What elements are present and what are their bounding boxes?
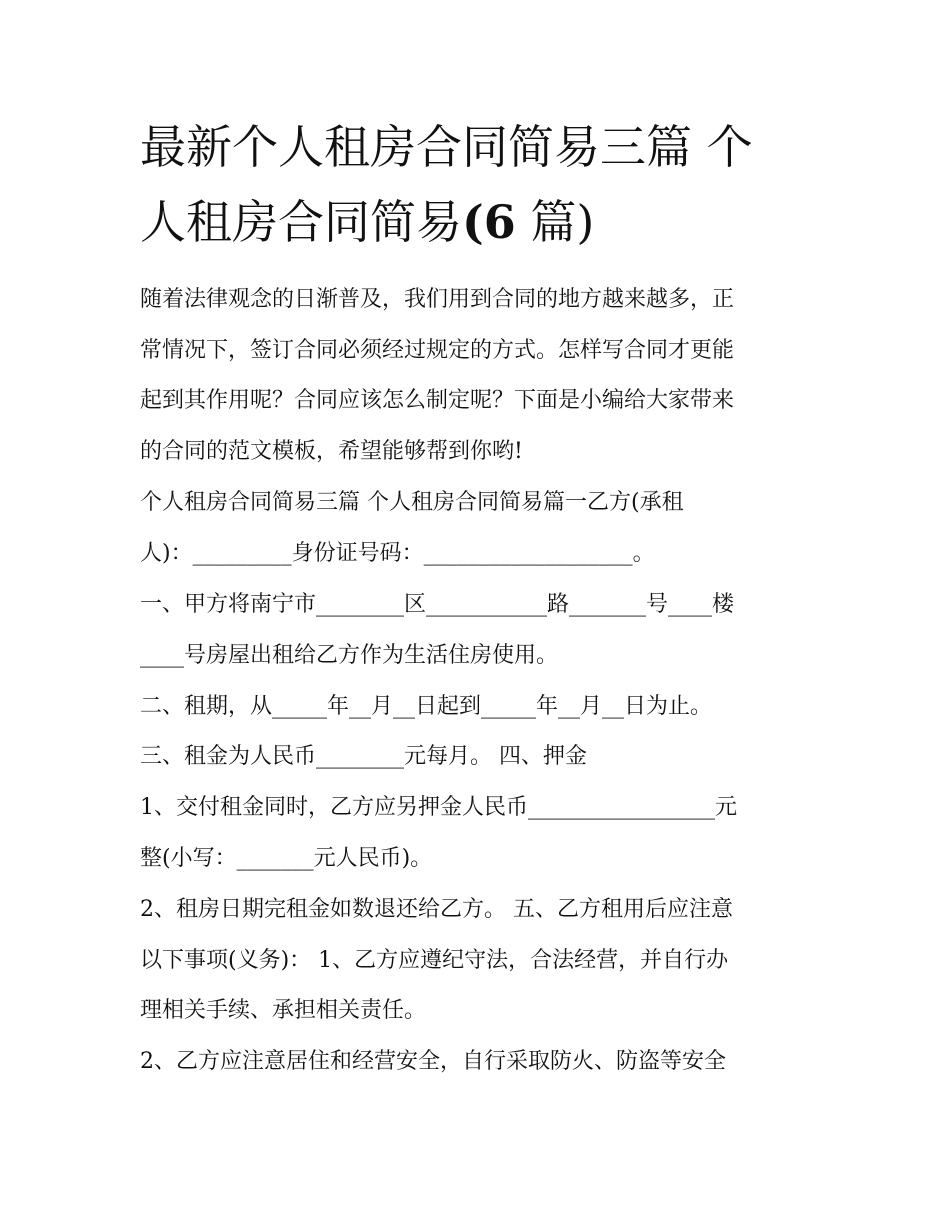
title-text: 人租房合同简易 <box>140 195 462 249</box>
body-line: 一、甲方将南宁市________区___________路_______号____楼 <box>140 592 735 617</box>
body-line: 2、租房日期完租金如数退还给乙方。 五、乙方租用后应注意 <box>140 897 733 922</box>
body-line: 随着法律观念的日渐普及，我们用到合同的地方越来越多，正 <box>140 287 735 312</box>
body-line: 常情况下，签订合同必须经过规定的方式。怎样写合同才更能 <box>140 338 735 363</box>
body-line: 起到其作用呢？合同应该怎么制定呢？下面是小编给大家带来 <box>140 388 735 413</box>
body-line: 以下事项(义务)： 1、乙方应遵纪守法，合法经营，并自行办 <box>140 948 729 973</box>
title-suffix: 篇) <box>515 195 595 249</box>
body-line: 2、乙方应注意居住和经营安全，自行采取防火、防盗等安全 <box>140 1049 726 1074</box>
body-line: 人)：_________身份证号码：___________________。 <box>140 541 655 566</box>
document-title-line-2 <box>140 195 820 249</box>
document-title-line-1: 最新个人租房合同简易三篇 个 <box>140 120 753 174</box>
body-line: 1、交付租金同时，乙方应另押金人民币_________________元 <box>140 795 737 820</box>
body-line: 个人租房合同简易三篇 个人租房合同简易篇一乙方(承租 <box>140 490 684 515</box>
title-count: (6 <box>462 195 516 249</box>
body-line: 的合同的范文模板，希望能够帮到你哟! <box>140 439 523 464</box>
body-line: 二、租期，从_____年__月__日起到_____年__月__日为止。 <box>140 694 713 719</box>
body-line: 三、租金为人民币________元每月。 四、押金 <box>140 744 587 769</box>
body-line: 整(小写：_______元人民币)。 <box>140 846 433 871</box>
body-line: 理相关手续、承担相关责任。 <box>140 998 427 1023</box>
body-line: ____号房屋出租给乙方作为生活住房使用。 <box>140 643 559 668</box>
